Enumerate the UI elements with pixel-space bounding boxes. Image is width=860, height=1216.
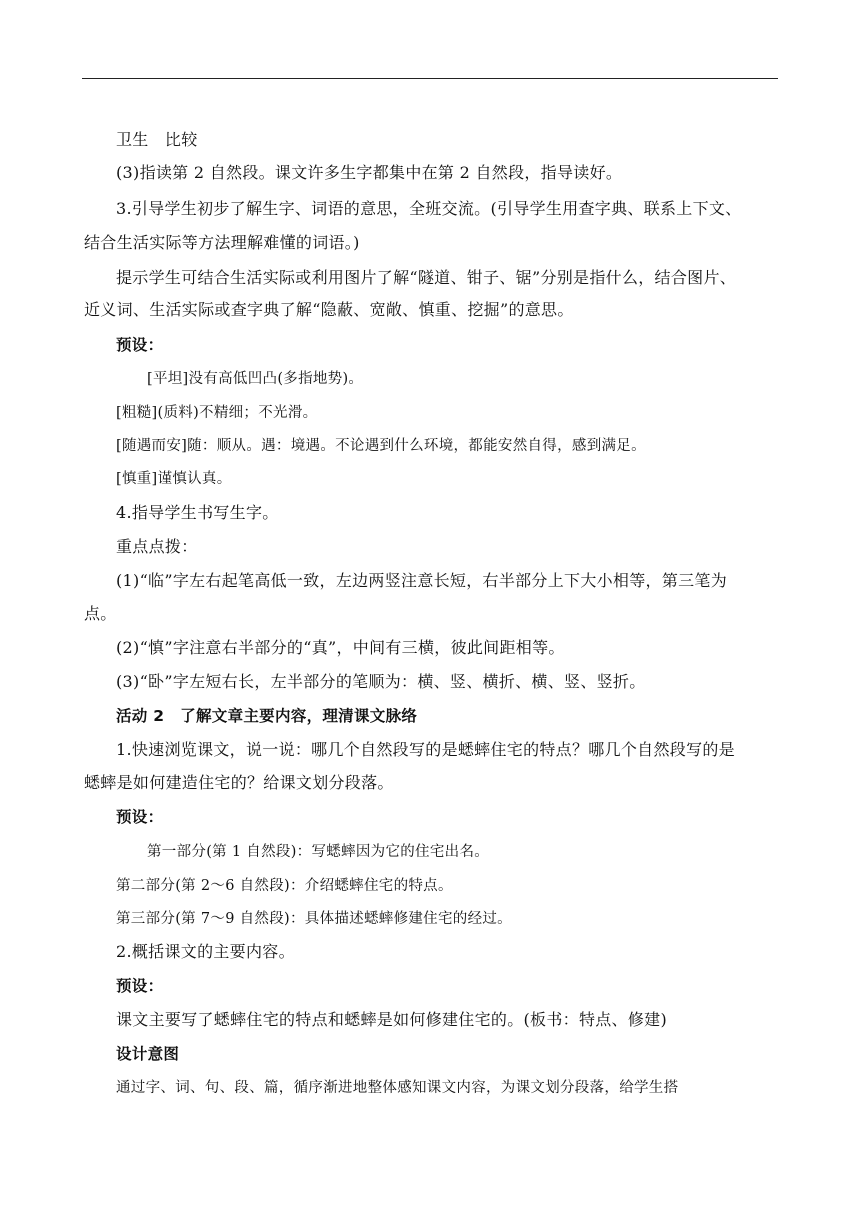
part-line-1: 第一部分(第 1 自然段)：写蟋蟀因为它的住宅出名。 [147, 844, 490, 860]
text-line-11: (2)“慎”字注意右半部分的“真”，中间有三横，彼此间距相等。 [116, 638, 565, 657]
text-line-2: (3)指读第 2 自然段。课文许多生字都集中在第 2 自然段，指导读好。 [116, 163, 623, 182]
part-line-3: 第三部分(第 7～9 自然段)：具体描述蟋蟀修建住宅的经过。 [116, 911, 512, 927]
part-line-2: 第二部分(第 2～6 自然段)：介绍蟋蟀住宅的特点。 [116, 878, 453, 894]
definition-line-2: [粗糙](质料)不精细；不光滑。 [116, 405, 318, 421]
design-intent-heading: 设计意图 [116, 1045, 180, 1063]
activity-2-heading: 活动 2 了解文章主要内容，理清课文脉络 [116, 707, 418, 725]
text-line-1: 卫生 比较 [116, 130, 198, 149]
text-line-10: 点。 [84, 604, 117, 623]
text-line-7: 4.指导学生书写生字。 [116, 503, 279, 522]
text-line-17: 通过字、词、句、段、篇，循序渐进地整体感知课文内容，为课文划分段落，给学生搭 [116, 1080, 679, 1096]
text-line-9: (1)“临”字左右起笔高低一致，左边两竖注意长短，右半部分上下大小相等，第三笔为 [116, 571, 728, 590]
text-line-8: 重点点拨： [116, 537, 198, 556]
text-line-4: 结合生活实际等方法理解难懂的词语。) [84, 233, 360, 252]
preset-heading-3: 预设： [116, 977, 164, 995]
text-line-15: 2.概括课文的主要内容。 [116, 942, 295, 961]
definition-line-3: [随遇而安]随：顺从。遇：境遇。不论遇到什么环境，都能安然自得，感到满足。 [116, 438, 646, 454]
text-line-16: 课文主要写了蟋蟀住宅的特点和蟋蟀是如何修建住宅的。(板书：特点、修建) [116, 1010, 667, 1029]
text-line-6: 近义词、生活实际或查字典了解“隐蔽、宽敞、慎重、挖掘”的意思。 [84, 300, 574, 319]
text-line-14: 蟋蟀是如何建造住宅的？给课文划分段落。 [84, 773, 394, 792]
definition-line-4: [慎重]谨慎认真。 [116, 471, 232, 487]
text-line-3: 3.引导学生初步了解生字、词语的意思，全班交流。(引导学生用查字典、联系上下文、 [116, 199, 742, 218]
text-line-12: (3)“卧”字左短右长，左半部分的笔顺为：横、竖、横折、横、竖、竖折。 [116, 672, 646, 691]
text-line-13: 1.快速浏览课文，说一说：哪几个自然段写的是蟋蟀住宅的特点？哪几个自然段写的是 [116, 740, 735, 759]
text-line-5: 提示学生可结合生活实际或利用图片了解“隧道、钳子、锯”分别是指什么，结合图片、 [116, 268, 737, 287]
preset-heading-1: 预设： [116, 336, 164, 354]
header-rule [82, 78, 778, 79]
preset-heading-2: 预设： [116, 808, 164, 826]
definition-line-1: [平坦]没有高低凹凸(多指地势)。 [147, 371, 364, 387]
